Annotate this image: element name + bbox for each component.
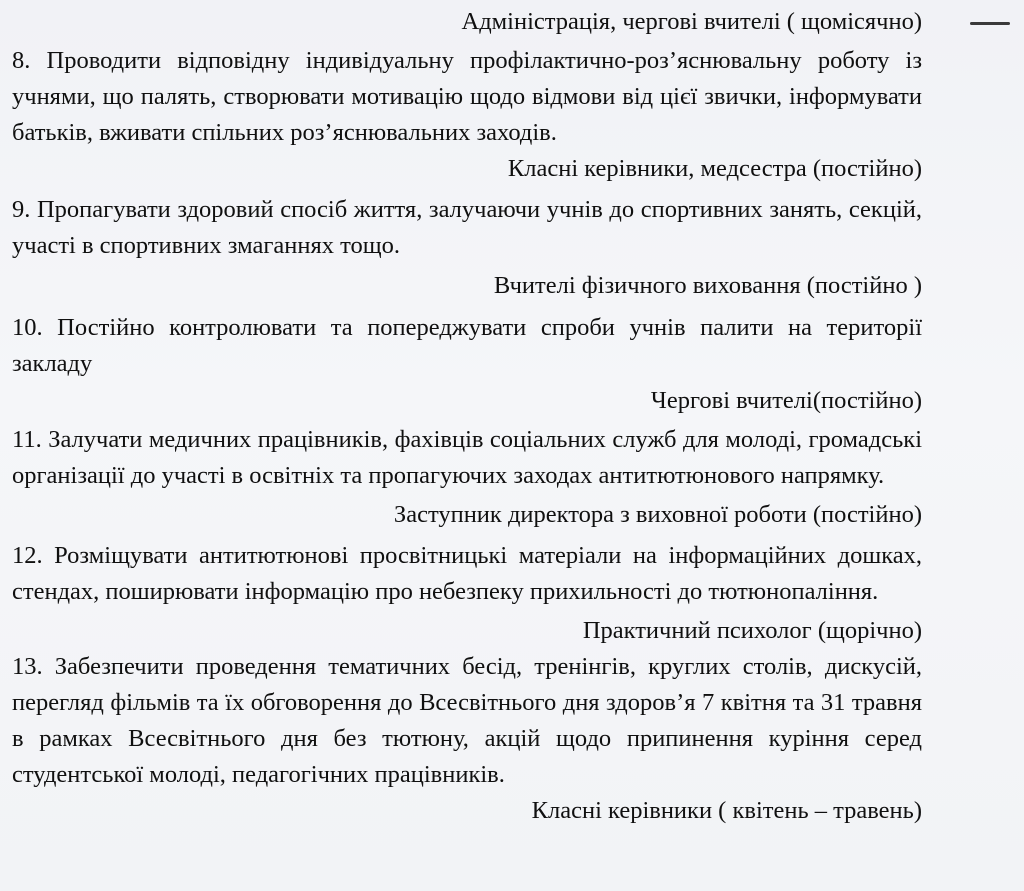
document-body [12,4,922,829]
responsible-line-8: Класні керівники, медсестра (постійно) [507,155,922,182]
pen-mark [970,22,1010,25]
item-12: 12. Розміщувати антитютюнові просвітницькі матеріали на інформаційних дошках, стендах, поширювати інформацію про небезпеку прихильності до тютюнопаління. [12,542,922,605]
responsible-line-13: Класні керівники ( квітень – травень) [531,797,922,824]
item-8: 8. Проводити відповідну індивідуальну профілактично-роз’яснювальну роботу із учнями, що палять, створювати мотивацію щодо відмови від цієї звички, інформувати батьків, вживати спільних роз’яснювальних заходів. [12,47,922,146]
item-9: 9. Пропагувати здоровий спосіб життя, залучаючи учнів до спортивних занять, секцій, участі в спортивних змаганнях тощо. [12,196,922,259]
responsible-line-10: Чергові вчителі(постійно) [650,387,922,414]
responsible-line-9: Вчителі фізичного виховання (постійно ) [493,272,922,299]
responsible-line-12: Практичний психолог (щорічно) [582,617,922,644]
responsible-line-11: Заступник директора з виховної роботи (постійно) [393,501,922,528]
responsible-line-0: Адміністрація, чергові вчителі ( щомісячно) [461,8,922,35]
item-11: 11. Залучати медичних працівників, фахівців соціальних служб для молоді, громадські організації до участі в освітніх та пропагуючих заходах антитютюнового напрямку. [12,426,922,489]
item-10: 10. Постійно контролювати та попереджувати спроби учнів палити на території закладу [12,314,922,377]
item-13: 13. Забезпечити проведення тематичних бесід, тренінгів, круглих столів, дискусій, перегляд фільмів та їх обговорення до Всесвітнього дня здоров’я 7 квітня та 31 травня в рамках Всесвітнього дня без тютюну, акцій щодо припинення куріння серед студентської молоді, педагогічних працівників. [12,653,922,788]
